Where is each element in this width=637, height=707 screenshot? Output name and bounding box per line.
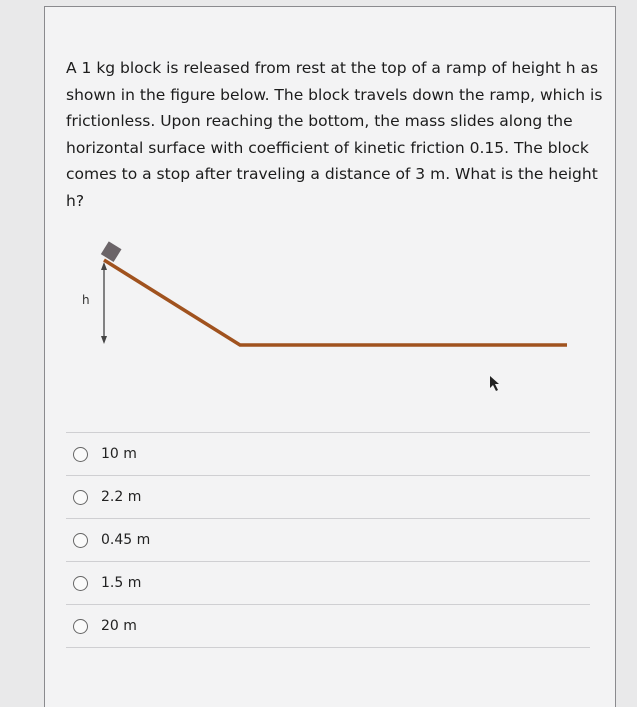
height-label: h	[82, 293, 90, 307]
answer-options	[66, 432, 590, 648]
block	[101, 241, 122, 262]
option-1.5m[interactable]: 1.5 m	[66, 561, 590, 604]
option-10m[interactable]: 10 m	[66, 432, 590, 475]
option-2.2m[interactable]: 2.2 m	[66, 475, 590, 518]
option-20m[interactable]: 20 m	[66, 604, 590, 648]
radio-icon[interactable]	[73, 447, 88, 462]
radio-icon[interactable]	[73, 619, 88, 634]
arrow-down-icon	[101, 336, 107, 344]
radio-icon[interactable]	[73, 490, 88, 505]
mouse-cursor-icon	[489, 375, 501, 393]
ramp-surface	[104, 260, 567, 345]
radio-icon[interactable]	[73, 533, 88, 548]
question-text: A 1 kg block is released from rest at the top of a ramp of height h as shown in the figure below. The block travels down the ramp, which is frictionless. Upon reaching the bottom, the mass slides along the horizontal surface with coefficient of kinetic friction 0.15. The block comes to a stop after traveling a distance of 3 m. What is the height h?	[66, 59, 603, 210]
radio-icon[interactable]	[73, 576, 88, 591]
option-0.45m[interactable]: 0.45 m	[66, 518, 590, 561]
